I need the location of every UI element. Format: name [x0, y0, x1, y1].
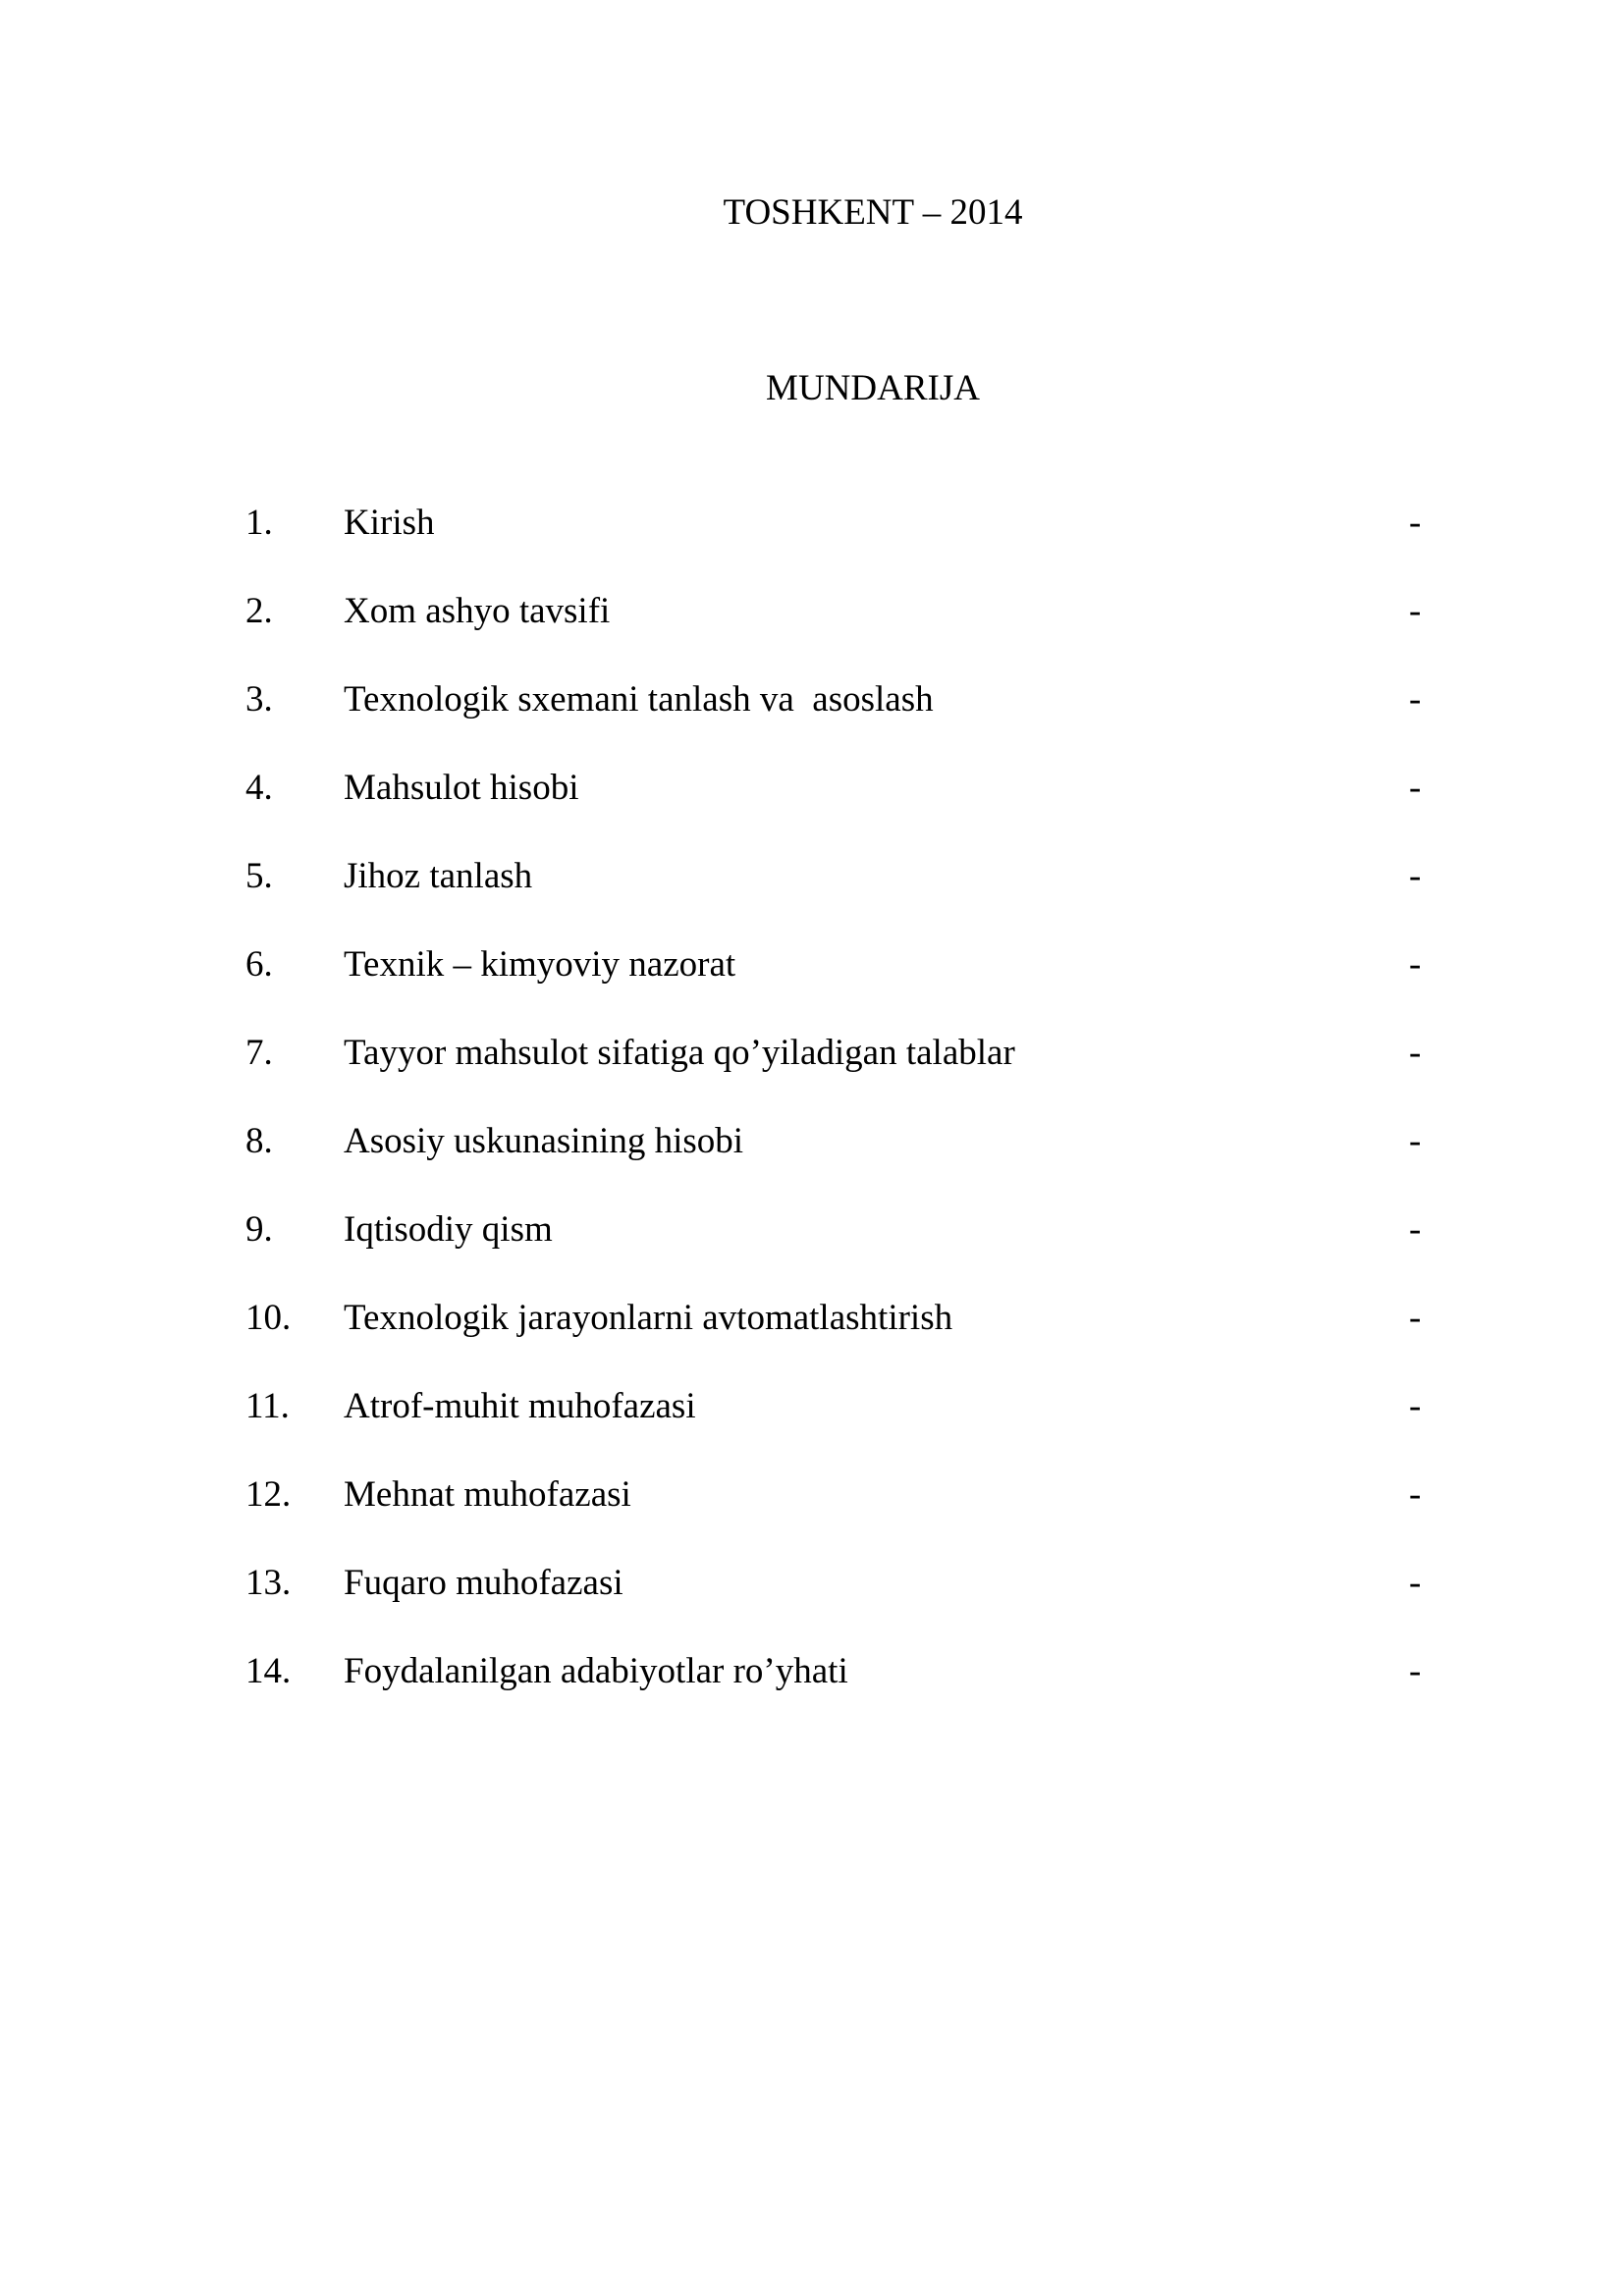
toc-item — [245, 1206, 1424, 1295]
toc-item-title: Texnologik sxemani tanlash va asoslash — [344, 679, 934, 720]
toc-item — [245, 765, 1424, 853]
toc-item-title: Tayyor mahsulot sifatiga qo’yiladigan talablar — [344, 1033, 1015, 1073]
toc-item — [245, 1471, 1424, 1560]
toc-item-number: 12. — [245, 1474, 292, 1515]
toc-item-number: 3. — [245, 679, 273, 720]
toc-item — [245, 1118, 1424, 1206]
toc-item-number: 4. — [245, 768, 273, 808]
toc-item-title: Asosiy uskunasining hisobi — [344, 1121, 744, 1161]
toc-item — [245, 1648, 1424, 1736]
toc-item-number: 14. — [245, 1651, 292, 1691]
toc-item-number: 13. — [245, 1563, 292, 1603]
toc-item-number: 6. — [245, 944, 273, 985]
toc-item-number: 5. — [245, 856, 273, 896]
toc-item-page: - — [1409, 1651, 1422, 1691]
toc-item — [245, 1560, 1424, 1648]
toc-item-number: 10. — [245, 1298, 292, 1338]
toc-item-page: - — [1409, 679, 1422, 720]
toc-item-page: - — [1409, 591, 1422, 631]
toc-item — [245, 941, 1424, 1030]
toc-item-title: Iqtisodiy qism — [344, 1209, 553, 1250]
table-of-contents — [245, 500, 1424, 1736]
toc-item — [245, 588, 1424, 676]
toc-item-title: Mahsulot hisobi — [344, 768, 579, 808]
toc-item-page: - — [1409, 1209, 1422, 1250]
toc-item-title: Atrof-muhit muhofazasi — [344, 1386, 696, 1426]
toc-item-title: Foydalanilgan adabiyotlar ro’yhati — [344, 1651, 848, 1691]
city-year-header: TOSHKENT – 2014 — [723, 192, 1023, 233]
toc-item — [245, 676, 1424, 765]
toc-item-page: - — [1409, 1386, 1422, 1426]
toc-item-page: - — [1409, 1474, 1422, 1515]
toc-item-title: Xom ashyo tavsifi — [344, 591, 611, 631]
toc-item-title: Texnologik jarayonlarni avtomatlashtirish — [344, 1298, 953, 1338]
toc-item — [245, 853, 1424, 941]
toc-item-page: - — [1409, 856, 1422, 896]
toc-item-page: - — [1409, 768, 1422, 808]
toc-item-page: - — [1409, 1298, 1422, 1338]
toc-item-title: Jihoz tanlash — [344, 856, 533, 896]
toc-title: MUNDARIJA — [766, 368, 980, 408]
toc-item-page: - — [1409, 1033, 1422, 1073]
toc-item-title: Mehnat muhofazasi — [344, 1474, 631, 1515]
toc-item-number: 9. — [245, 1209, 273, 1250]
toc-item-page: - — [1409, 1121, 1422, 1161]
toc-item-page: - — [1409, 944, 1422, 985]
toc-item-title: Texnik – kimyoviy nazorat — [344, 944, 736, 985]
toc-item-title: Fuqaro muhofazasi — [344, 1563, 623, 1603]
toc-item-number: 1. — [245, 503, 273, 543]
toc-item-title: Kirish — [344, 503, 435, 543]
toc-item-number: 11. — [245, 1386, 290, 1426]
toc-item-number: 8. — [245, 1121, 273, 1161]
toc-item — [245, 1295, 1424, 1383]
toc-item — [245, 1030, 1424, 1118]
toc-item-page: - — [1409, 503, 1422, 543]
toc-item — [245, 500, 1424, 588]
toc-item-number: 7. — [245, 1033, 273, 1073]
toc-item — [245, 1383, 1424, 1471]
toc-item-number: 2. — [245, 591, 273, 631]
toc-item-page: - — [1409, 1563, 1422, 1603]
